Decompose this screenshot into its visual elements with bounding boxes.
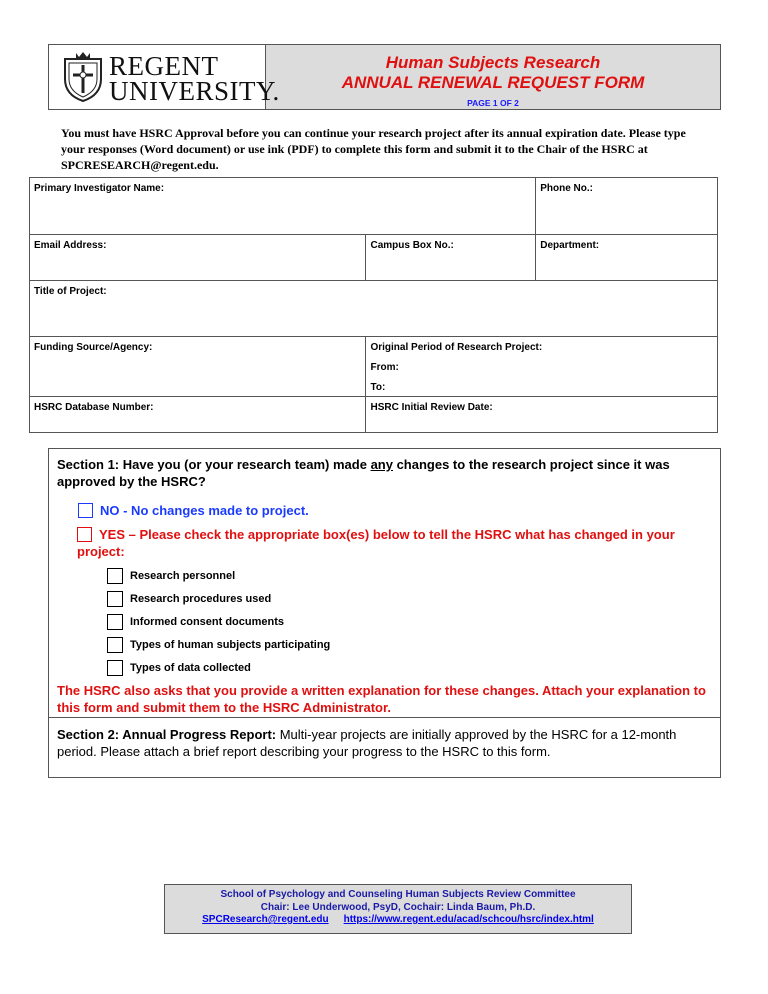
regent-university-logo (49, 45, 280, 109)
original-period-field[interactable] (366, 337, 718, 397)
intro-paragraph: You must have HSRC Approval before you can continue your research project after its annual expiration date. Please type your responses (Word document) or use ink (PDF) to complete this form and submit it to the Chair of the HSRC at SPCRESEARCH@regent.edu. (61, 126, 686, 172)
campus-box-label: Campus Box No.: (370, 240, 454, 251)
section-2-progress-report (48, 717, 721, 778)
original-period-label: Original Period of Research Project: (370, 342, 543, 353)
email-label: Email Address: (34, 240, 107, 251)
investigator-info-table (29, 177, 718, 433)
title-block (266, 45, 720, 109)
informed-consent-checkbox[interactable] (107, 614, 123, 630)
footer-url-link[interactable]: https://www.regent.edu/acad/schcou/hsrc/index.html (343, 914, 594, 925)
list-item[interactable]: Research procedures used (107, 587, 712, 610)
funding-label: Funding Source/Agency: (34, 342, 153, 353)
pi-name-field[interactable] (30, 178, 536, 235)
form-title-line1: Human Subjects Research (385, 53, 601, 72)
page-indicator: PAGE 1 OF 2 (467, 98, 519, 108)
project-title-label: Title of Project: (34, 286, 107, 297)
footer-email-link[interactable]: SPCResearch@regent.edu (202, 914, 329, 925)
logo-text-university: UNIVERSITY. (109, 76, 280, 106)
phone-label: Phone No.: (540, 183, 593, 194)
human-subjects-types-checkbox[interactable] (107, 637, 123, 653)
form-header (48, 44, 721, 110)
period-to-label: To: (370, 382, 386, 393)
list-item[interactable]: Informed consent documents (107, 610, 712, 633)
funding-field[interactable] (30, 337, 366, 397)
footer-committee-name: School of Psychology and Counseling Human Subjects Review Committee (220, 889, 576, 900)
no-changes-option[interactable] (78, 502, 712, 519)
project-title-field[interactable] (30, 281, 718, 337)
section-1-changes (48, 448, 721, 718)
research-procedures-checkbox[interactable] (107, 591, 123, 607)
initial-review-label: HSRC Initial Review Date: (370, 402, 493, 413)
university-crest-icon (61, 51, 105, 103)
department-label: Department: (540, 240, 600, 251)
yes-changes-label: YES – Please check the appropriate box(es) below to tell the HSRC what has changed in your project: (77, 527, 675, 559)
list-item[interactable]: Types of data collected (107, 656, 712, 679)
initial-review-field[interactable] (366, 397, 718, 433)
list-item[interactable]: Research personnel (107, 564, 712, 587)
pi-name-label: Primary Investigator Name: (34, 183, 165, 194)
change-type-list (107, 564, 712, 679)
period-from-label: From: (370, 362, 399, 373)
no-changes-label: NO - No changes made to project. (100, 503, 309, 518)
campus-box-field[interactable] (366, 235, 536, 281)
section-1-title: Section 1: Have you (or your research team) made any changes to the research project since it was approved by the HSRC? (57, 457, 670, 489)
no-changes-checkbox[interactable] (78, 503, 93, 518)
db-number-label: HSRC Database Number: (34, 402, 154, 413)
research-personnel-checkbox[interactable] (107, 568, 123, 584)
department-field[interactable] (536, 235, 718, 281)
section-2-text: Multi-year projects are initially approved by the HSRC for a 12-month period. Please attach a brief report describing your progress to the HSRC to this form. (57, 727, 677, 759)
footer-chairs: Chair: Lee Underwood, PsyD, Cochair: Linda Baum, Ph.D. (260, 901, 536, 913)
committee-footer (164, 884, 632, 934)
explanation-note: The HSRC also asks that you provide a written explanation for these changes. Attach your explanation to this form and submit them to the HSRC Administrator. (57, 683, 706, 715)
form-title-line2: ANNUAL RENEWAL REQUEST FORM (341, 73, 645, 92)
yes-changes-checkbox[interactable] (77, 527, 92, 542)
logo-text-regent: REGENT (109, 51, 219, 81)
phone-field[interactable] (536, 178, 718, 235)
yes-changes-option[interactable] (57, 526, 712, 560)
data-types-checkbox[interactable] (107, 660, 123, 676)
email-field[interactable] (30, 235, 366, 281)
list-item[interactable]: Types of human subjects participating (107, 633, 712, 656)
section-2-title: Section 2: Annual Progress Report: (57, 727, 277, 742)
db-number-field[interactable] (30, 397, 366, 433)
